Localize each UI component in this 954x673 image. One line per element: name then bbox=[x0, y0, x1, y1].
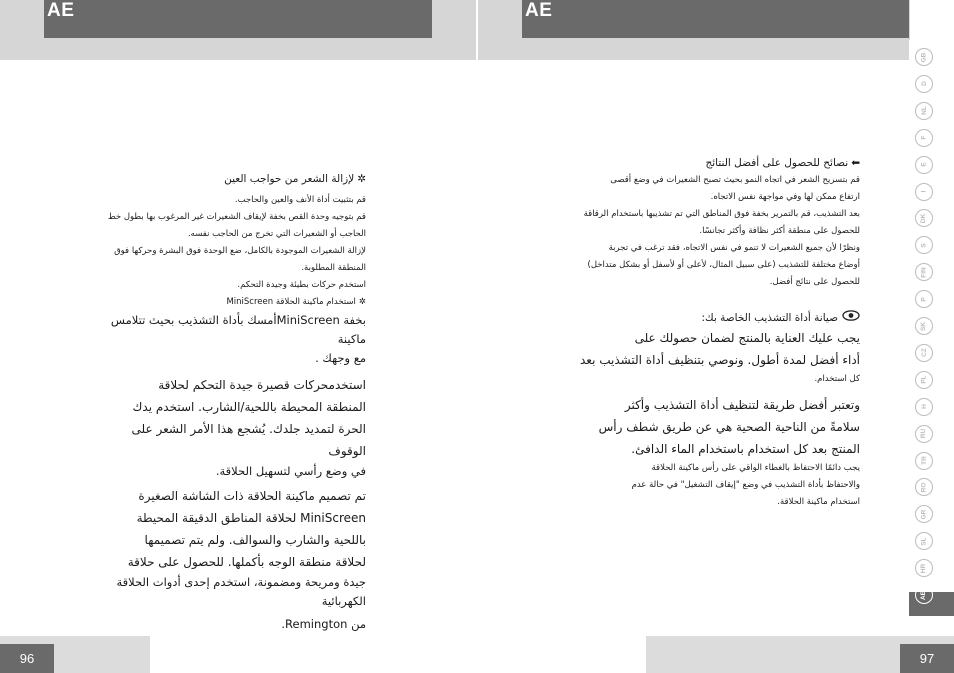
language-tab-label: D bbox=[920, 81, 928, 87]
language-tab-label: PL bbox=[920, 375, 928, 384]
language-tab-d[interactable] bbox=[915, 75, 933, 93]
paragraph-line: جيدة ومريحة ومضمونة، استخدم إحدى أدوات الحلاقة الكهربائية bbox=[116, 575, 366, 608]
paragraph-line: كل استخدام. bbox=[814, 374, 860, 384]
language-tab-sk[interactable] bbox=[915, 317, 933, 335]
paragraph-line: لحلاقة منطقة الوجه بأكملها. للحصول على حلاقة bbox=[127, 555, 366, 569]
language-tab-label: SK bbox=[920, 321, 928, 331]
language-tab-label: CZ bbox=[920, 348, 928, 358]
paragraph-line: تم تصميم ماكينة الحلاقة ذات الشاشة الصغيرة bbox=[138, 489, 366, 503]
language-tab-label: RU bbox=[920, 428, 928, 439]
language-tab-label: H bbox=[920, 404, 928, 410]
language-tab-f[interactable] bbox=[915, 129, 933, 147]
language-tab-label: HR bbox=[920, 563, 928, 573]
language-tab-hr[interactable] bbox=[915, 559, 933, 577]
language-tab-label: DK bbox=[920, 213, 928, 224]
right-page-number: 97 bbox=[900, 644, 954, 673]
paragraph-line: للحصول على نتائج أفضل. bbox=[769, 277, 860, 287]
paragraph-line: أوضاع مختلفة للتشذيب (على سبيل المثال، لأعلى أو لأسفل أو بشكل متداخل) bbox=[587, 260, 860, 270]
left-page-number: 96 bbox=[0, 644, 54, 673]
language-tab-e[interactable] bbox=[915, 156, 933, 174]
language-tab-label: TR bbox=[920, 456, 928, 465]
language-tab-label: E bbox=[920, 162, 928, 167]
paragraph-line: باللحية والشارب والسوالف. ولم يتم تصميمها bbox=[144, 533, 366, 547]
paragraph-line: في وضع رأسي لتسهيل الحلاقة. bbox=[215, 464, 366, 478]
language-tab-nl[interactable] bbox=[915, 102, 933, 120]
language-tab-ru[interactable] bbox=[915, 425, 933, 443]
paragraph-line: قم بتسريح الشعر في اتجاه النمو بحيث تصبح الشعيرات في وضع أقصى bbox=[610, 175, 860, 185]
paragraph-line: استخدمحركات قصيرة جيدة التحكم لحلاقة bbox=[158, 378, 366, 392]
paragraph-line: بخفة MiniScreenأمسك بأداة التشذيب بحيث تتلامس ماكينة bbox=[110, 313, 366, 346]
paragraph-line: استخدم حركات بطيئة وجيدة التحكم. bbox=[237, 280, 366, 290]
language-tab-label: SL bbox=[920, 537, 928, 546]
language-tab-cz[interactable] bbox=[915, 344, 933, 362]
language-tab-label: FIN bbox=[920, 266, 928, 278]
right-page-content bbox=[574, 154, 860, 511]
paragraph-line: قم بتوجيه وحدة القص بخفة لإيقاف الشعيرات غير المرغوب بها بطول خط bbox=[107, 212, 366, 222]
language-tab-tr[interactable] bbox=[915, 452, 933, 470]
paragraph-line: قم بتثبيت أداة الأنف والعين والحاجب. bbox=[234, 195, 366, 205]
paragraph-line: يجب دائمًا الاحتفاظ بالغطاء الواقي على رأس ماكينة الحلاقة bbox=[651, 463, 860, 473]
paragraph-line: مع وجهك . bbox=[315, 351, 366, 365]
language-tab-p[interactable] bbox=[915, 290, 933, 308]
language-tab-label: I bbox=[920, 190, 928, 193]
language-tab-ae[interactable] bbox=[915, 586, 933, 604]
sun-icon: ✲ bbox=[358, 297, 366, 307]
paragraph-line: بعد التشذيب، قم بالتمرير بخفة فوق المناطق التي تم تشذيبها باستخدام الرقاقة bbox=[583, 209, 860, 219]
language-tab-label: NL bbox=[920, 106, 928, 116]
sun-icon: ✲ bbox=[357, 173, 366, 185]
paragraph-line: والاحتفاظ بأداة التشذيب في وضع "إيقاف التشغيل" في حالة عدم bbox=[631, 480, 860, 490]
right-header-label: AE bbox=[525, 0, 553, 21]
left-header-label: AE bbox=[47, 0, 75, 21]
paragraph-line: وتعتبر أفضل طريقة لتنظيف أداة التشذيب وأكثر bbox=[624, 398, 860, 412]
language-tab-label: GR bbox=[920, 509, 928, 520]
language-tab-h[interactable] bbox=[915, 398, 933, 416]
paragraph-line: المنطقة المطلوبة. bbox=[301, 263, 366, 273]
language-tab-pl[interactable] bbox=[915, 371, 933, 389]
right-header-bar bbox=[522, 0, 909, 38]
paragraph-line: للحصول على منطقة أكثر نظافة وأكثر تجانسًا. bbox=[699, 226, 860, 236]
paragraph-line: سلامةً من الناحية الصحية هي عن طريق شطف رأس bbox=[598, 420, 860, 434]
arrow-left-icon: ⬅ bbox=[851, 157, 860, 169]
paragraph-line: استخدام ماكينة الحلاقة. bbox=[777, 497, 860, 507]
paragraph-line: الحرة لتمديد جلدك. يُشجع هذا الأمر الشعر على الوقوف bbox=[131, 422, 366, 458]
left-header-bar bbox=[44, 0, 432, 38]
language-tab-label: F bbox=[920, 135, 928, 140]
left-page-content bbox=[96, 170, 366, 634]
paragraph-line: MiniScreen لحلاقة المناطق الدقيقة المحيطة bbox=[136, 511, 366, 525]
language-tab-i[interactable] bbox=[915, 183, 933, 201]
paragraph-line: ارتفاع ممكن لها وفي مواجهة نفس الاتجاه. bbox=[710, 192, 860, 202]
eye-icon bbox=[842, 309, 860, 327]
paragraph-line: المنطقة المحيطة باللحية/الشارب. استخدم يدك bbox=[132, 400, 366, 414]
language-tab-label: P bbox=[920, 296, 928, 302]
language-tab-gb[interactable] bbox=[915, 48, 933, 66]
tips-title: ⬅نصائح للحصول على أفضل النتائج bbox=[574, 154, 860, 172]
paragraph-line: يجب عليك العناية بالمنتج لضمان حصولك على bbox=[634, 331, 860, 345]
language-tab-label: RO bbox=[920, 482, 928, 493]
language-tab-label: GB bbox=[920, 52, 928, 62]
paragraph-line: الحاجب أو الشعيرات التي تخرج من الحاجب نفسه. bbox=[187, 229, 366, 239]
section-title-eyebrow: ✲لإزالة الشعر من حواجب العين bbox=[96, 170, 366, 188]
care-title: صيانة أداة التشذيب الخاصة بك: bbox=[574, 309, 860, 327]
paragraph-line: ونظرًا لأن جميع الشعيرات لا تنمو في نفس الاتجاه، فقد ترغب في تجربة bbox=[608, 243, 860, 253]
section-title-miniscreen: ✲استخدام ماكينة الحلاقة MiniScreen bbox=[96, 294, 366, 311]
paragraph-line: لإزالة الشعيرات الموجودة بالكامل، ضع الوحدة فوق البشرة وحركها فوق bbox=[114, 246, 366, 256]
paragraph-line: المنتج بعد كل استخدام باستخدام الماء الدافئ. bbox=[631, 442, 860, 456]
language-tab-label: AE bbox=[920, 590, 928, 600]
language-tab-label: S bbox=[920, 243, 928, 248]
paragraph-line: من Remington. bbox=[281, 617, 366, 631]
paragraph-line: أداء أفضل لمدة أطول. ونوصي بتنظيف أداة التشذيب بعد bbox=[580, 353, 860, 367]
